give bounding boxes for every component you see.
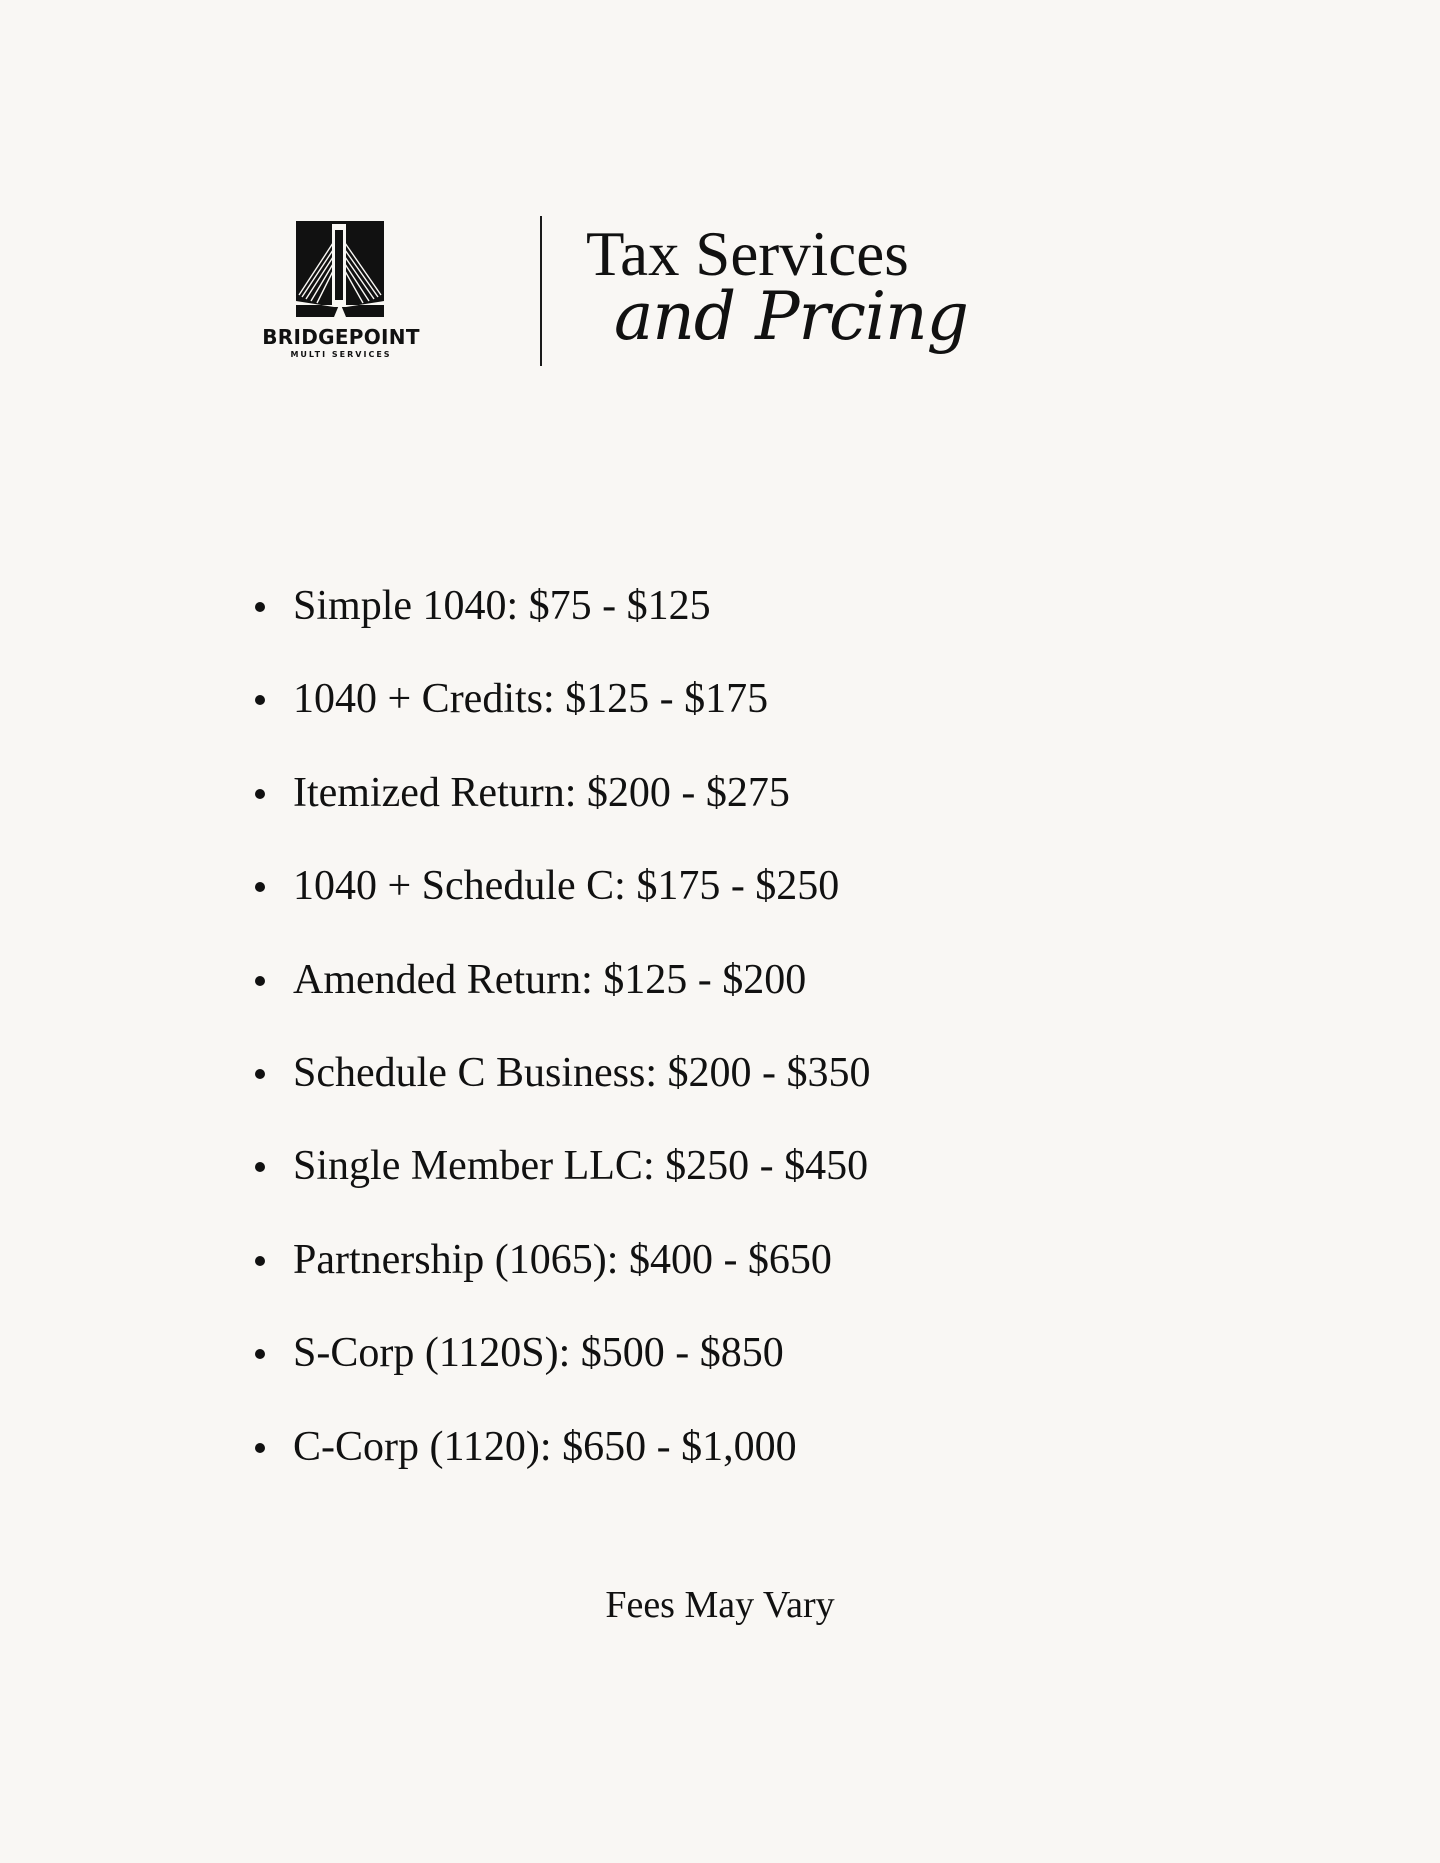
service-price-text: Amended Return: $125 - $200 (293, 956, 807, 1003)
list-item (250, 852, 870, 945)
list-item (250, 1319, 870, 1412)
fees-note: Fees May Vary (605, 1584, 835, 1626)
brand-tagline: MULTI SERVICES (290, 350, 392, 359)
page-title: Tax Services (586, 219, 909, 289)
service-price-text: Simple 1040: $75 - $125 (293, 583, 711, 629)
list-item (250, 572, 870, 665)
bullet-icon (255, 789, 265, 799)
list-item (250, 759, 870, 852)
service-price-text: Schedule C Business: $200 - $350 (293, 1049, 871, 1096)
service-price-text: S-Corp (1120S): $500 - $850 (293, 1330, 784, 1377)
service-price-text: 1040 + Schedule C: $175 - $250 (293, 863, 840, 910)
bullet-icon (255, 602, 265, 612)
service-price-text: 1040 + Credits: $125 - $175 (293, 676, 769, 723)
header-divider (540, 216, 542, 366)
list-item (250, 1226, 870, 1319)
service-price-text: Single Member LLC: $250 - $450 (293, 1143, 869, 1190)
bullet-icon (255, 976, 265, 986)
brand-name: BRIDGEPOINT (262, 325, 420, 349)
service-price-text: Itemized Return: $200 - $275 (293, 769, 790, 816)
service-price-text: Partnership (1065): $400 - $650 (293, 1236, 832, 1283)
bullet-icon (255, 882, 265, 892)
page-subtitle: and Prcing (614, 278, 968, 355)
bullet-icon (255, 1443, 265, 1453)
bullet-icon (255, 1162, 265, 1172)
bullet-icon (255, 1256, 265, 1266)
service-price-list (250, 572, 870, 1506)
bullet-icon (255, 1069, 265, 1079)
bullet-icon (255, 1349, 265, 1359)
list-item (250, 1413, 870, 1506)
list-item (250, 1039, 870, 1132)
list-item (250, 946, 870, 1039)
brand-logo (262, 221, 420, 366)
service-price-text: C-Corp (1120): $650 - $1,000 (293, 1423, 797, 1470)
list-item (250, 665, 870, 758)
bridge-icon (296, 221, 384, 317)
list-item (250, 1132, 870, 1225)
bullet-icon (255, 695, 265, 705)
